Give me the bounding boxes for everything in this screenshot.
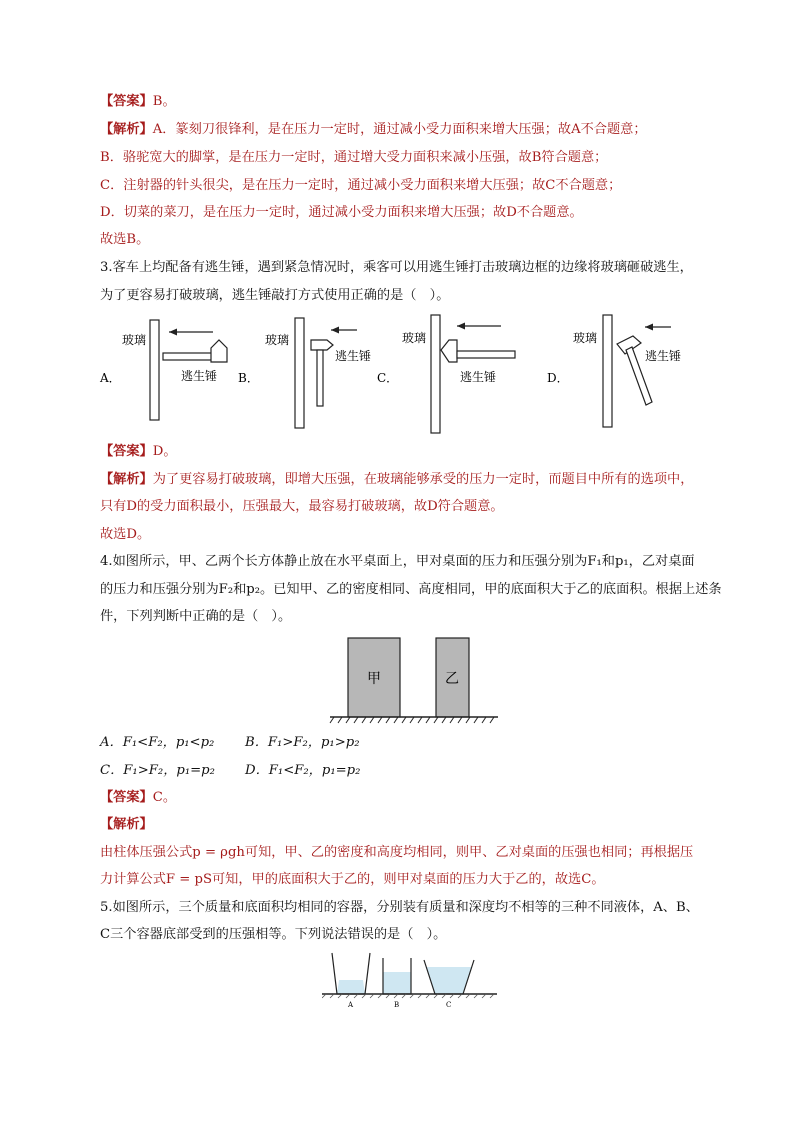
q3-option-a-label: A． — [100, 371, 121, 385]
q5-container-b-liquid — [383, 972, 411, 994]
q3-c-glass-label: 玻璃 — [402, 331, 427, 345]
q3-stem-line2: 为了更容易打破玻璃，逃生锤敲打方式使用正确的是（ ）。 — [100, 288, 450, 303]
q4-option-a: A．F₁<F₂，p₁<p₂ — [100, 735, 215, 750]
q3-c-glass — [431, 315, 440, 433]
q3-c-head — [441, 340, 457, 362]
q3-d-glass-label: 玻璃 — [573, 331, 598, 345]
q3-answer: 【答案】D。 — [100, 444, 177, 459]
q5-containers-figure — [322, 950, 502, 1010]
q3-stem-line1: 3.客车上均配备有逃生锤，遇到紧急情况时，乘客可以用逃生锤打击玻璃边框的边缘将玻璃砸破逃生， — [100, 260, 693, 275]
q2-answer: 【答案】B。 — [100, 94, 176, 109]
q3-b-handle — [317, 350, 323, 406]
q3-b-hammer-label: 逃生锤 — [335, 349, 372, 363]
q5-stem-line2: C三个容器底部受到的压强相等。下列说法错误的是（ ）。 — [100, 927, 447, 942]
q4-analysis-line1: 由柱体压强公式p = ρgh可知，甲、乙的密度和高度均相同，则甲、乙对桌面的压强也相同；再根据压 — [100, 845, 694, 860]
q2-analysis-b: B．骆驼宽大的脚掌，是在压力一定时，通过增大受力面积来减小压强，故B符合题意； — [100, 150, 608, 165]
q3-option-d-label: D． — [547, 371, 569, 385]
q3-a-glass — [150, 320, 159, 420]
q5-label-c: C — [446, 1001, 452, 1009]
q4-stem-line3: 件，下列判断中正确的是（ ）。 — [100, 609, 292, 624]
q4-block-yi-label: 乙 — [445, 671, 459, 687]
q4-analysis-tag: 【解析】 — [100, 817, 153, 832]
q3-a-glass-label: 玻璃 — [122, 333, 147, 347]
q2-analysis-a: 【解析】A．篆刻刀很锋利，是在压力一定时，通过减小受力面积来增大压强；故A不合题意； — [100, 122, 647, 137]
q5-container-c-liquid — [426, 967, 472, 994]
q5-container-a-liquid — [337, 980, 365, 994]
q3-c-hammer-label: 逃生锤 — [460, 370, 497, 384]
q5-stem-line1: 5.如图所示，三个质量和底面积均相同的容器，分别装有质量和深度均不相等的三种不同液体，A、B、 — [100, 900, 699, 915]
q3-c-handle — [457, 351, 515, 358]
q2-analysis-d: D．切菜的菜刀，是在压力一定时，通过减小受力面积来增大压强；故D不合题意。 — [100, 205, 583, 220]
q4-analysis-line2: 力计算公式F = pS可知，甲的底面积大于乙的，则甲对桌面的压力大于乙的，故选C。 — [100, 872, 605, 887]
q4-blocks-figure — [328, 635, 508, 725]
q4-answer: 【答案】C。 — [100, 790, 177, 805]
q2-analysis-c: C．注射器的针头很尖，是在压力一定时，通过减小受力面积来增大压强；故C不合题意； — [100, 178, 622, 193]
q3-option-b-label: B． — [238, 371, 259, 385]
q4-option-b: B．F₁>F₂，p₁>p₂ — [245, 735, 360, 750]
q3-analysis-line1: 【解析】为了更容易打破玻璃，即增大压强，在玻璃能够承受的压力一定时，而题目中所有的选项中， — [100, 472, 694, 487]
q3-a-handle — [163, 353, 213, 360]
q4-option-d: D．F₁<F₂，p₁=p₂ — [245, 763, 361, 778]
q3-d-hammer-label: 逃生锤 — [645, 349, 682, 363]
q3-b-glass-label: 玻璃 — [265, 333, 290, 347]
q4-block-jia-label: 甲 — [367, 671, 381, 687]
q5-label-b: B — [394, 1001, 400, 1009]
q3-conclusion: 故选D。 — [100, 527, 151, 542]
q3-analysis-line2: 只有D的受力面积最小，压强最大，最容易打破玻璃，故D符合题意。 — [100, 499, 504, 514]
q2-conclusion: 故选B。 — [100, 232, 150, 247]
q4-table-hatch — [330, 717, 494, 723]
q3-b-head — [311, 340, 333, 350]
q4-stem-line2: 的压力和压强分别为F₂和p₂。已知甲、乙的密度相同、高度相同，甲的底面积大于乙的底面积。根据上述条 — [100, 582, 722, 597]
q4-option-c: C．F₁>F₂，p₁=p₂ — [100, 763, 215, 778]
q3-option-c-label: C． — [377, 371, 399, 385]
q3-b-glass — [295, 318, 304, 428]
q4-stem-line1: 4.如图所示，甲、乙两个长方体静止放在水平桌面上，甲对桌面的压力和压强分别为F₁和p₁，乙对桌面 — [100, 554, 695, 569]
q3-d-glass — [603, 315, 612, 427]
q3-hammer-figure — [95, 310, 695, 440]
q3-a-head — [211, 340, 227, 362]
q3-a-hammer-label: 逃生锤 — [181, 369, 218, 383]
q5-label-a: A — [348, 1001, 354, 1009]
